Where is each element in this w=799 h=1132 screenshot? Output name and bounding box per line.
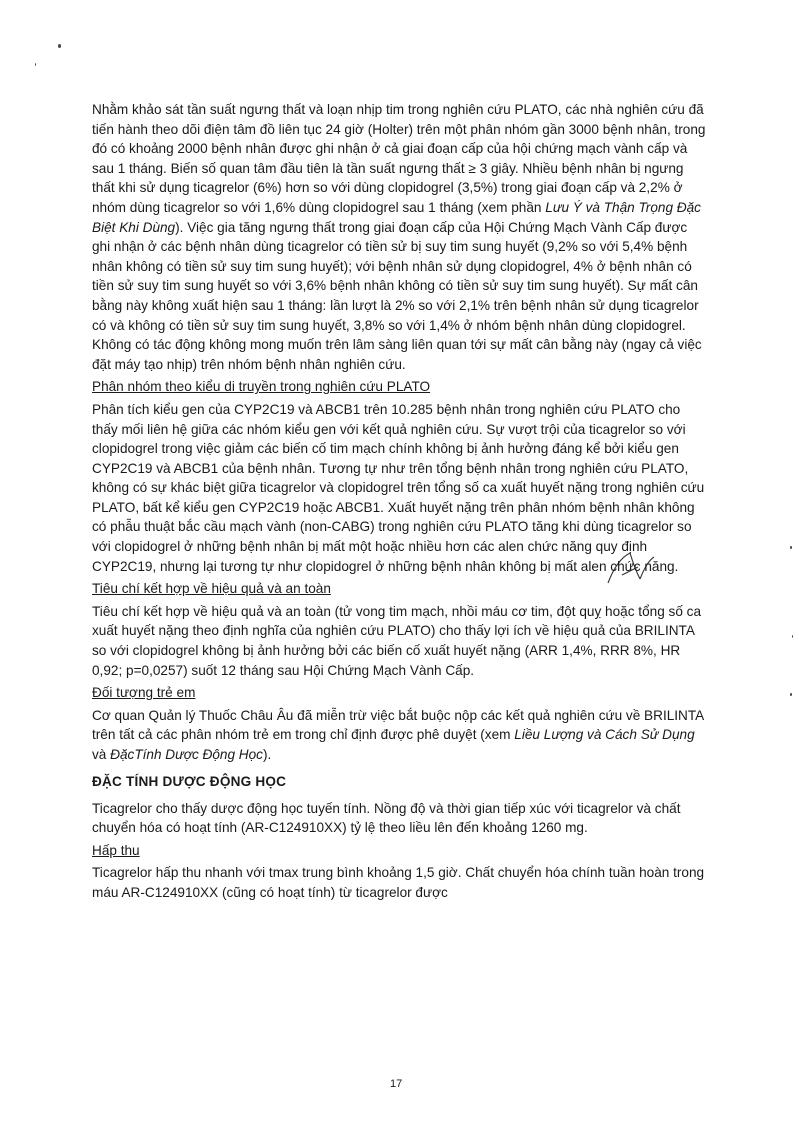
section-heading-genetic: Phân nhóm theo kiểu di truyền trong nghiên cứu PLATO	[92, 379, 431, 395]
scan-speck	[35, 63, 36, 66]
paragraph-genetic: Phân tích kiểu gen của CYP2C19 và ABCB1 trên 10.285 bệnh nhân trong nghiên cứu PLATO cho thấy mối liên hệ giữa các nhóm kiểu gen với kết quả nghiên cứu. Sự vượt trội của ticagrelor so với clopidogrel trong việc giảm các biến cố tim mạch chính không bị ảnh hưởng đáng kể bởi kiểu gen CYP2C19 và ABCB1 của bệnh nhân. Tương tự như trên tổng bệnh nhân trong nghiên cứu PLATO, không có sự khác biệt giữa ticagrelor và clopidogrel trên tổng số ca xuất huyết nặng trong nghiên cứu PLATO, bất kể kiểu gen CYP2C19 hoặc ABCB1. Xuất huyết nặng trên phân nhóm bệnh nhân không có phẫu thuật bắc cầu mạch vành (non-CABG) trong nghiên cứu PLATO tăng khi dùng ticagrelor so với clopidogrel ở những bệnh nhân bị mất một hoặc nhiều hơn các alen chức năng quy định CYP2C19, nhưng lại tương tự như clopidogrel ở những bệnh nhân không bị mất alen chức năng.	[92, 401, 705, 574]
paragraph-pediatric	[92, 706, 707, 765]
paragraph-text: ). Việc gia tăng ngưng thất trong giai đoạn cấp của Hội Chứng Mạch Vành Cấp được ghi nhận ở các bệnh nhân dùng ticagrelor có tiền sử bị suy tim sung huyết (9,2% so với 5,4% bệnh nhân không có tiền sử suy tim sung huyết); với bệnh nhân sử dụng clopidogrel, 4% ở bệnh nhân có tiền sử suy tim sung huyết so với 3,6% bệnh nhân không có tiền sử suy tim sung huyết). Sự mất cân bằng này không xuất hiện sau 1 tháng: lần lượt là 2% so với 2,1% trên bệnh nhân sử dụng ticagrelor có và không có tiền sử suy tim sung huyết, 3,8% so với 1,4% ở nhóm bệnh nhân dùng clopidogrel. Không có tác động không mong muốn trên lâm sàng liên quan tới sự mất cân bằng này (ngay cả việc đặt máy tạo nhịp) trên nhóm bệnh nhân nghiên cứu.	[92, 219, 702, 372]
page-number: 17	[390, 1078, 403, 1090]
paragraph-absorption: Ticagrelor hấp thu nhanh với tmax trung bình khoảng 1,5 giờ. Chất chuyển hóa chính tuần hoàn trong máu AR-C124910XX (cũng có hoạt tính) từ ticagrelor được	[92, 865, 705, 900]
cross-reference-italic: Liều Lượng và Cách Sử Dụng	[514, 727, 695, 743]
cross-reference-italic: ĐặcTính Dược Động Học	[110, 747, 263, 762]
section-heading-pediatric: Đối tượng trẻ em	[92, 685, 196, 701]
cross-reference-italic: Lưu Ý và Thận Trọng Đặc Biệt Khi Dùng	[92, 199, 701, 235]
scan-speck	[792, 635, 793, 638]
paragraph-text: Cơ quan Quản lý Thuốc Châu Âu đã miễn trừ việc bắt buộc nộp các kết quả nghiên cứu về BRILINTA trên tất cả các phân nhóm trẻ em trong chỉ định được phê duyệt (xem	[92, 707, 704, 743]
paragraph-text: Nhằm khảo sát tần suất ngưng thất và loạn nhịp tim trong nghiên cứu PLATO, các nhà nghiên cứu đã tiến hành theo dõi điện tâm đồ liên tục 24 giờ (Holter) trên một phân nhóm gần 3000 bệnh nhân, trong đó có khoảng 2000 bệnh nhân được ghi nhận ở cả giai đoạn cấp của hội chứng mạch vành cấp và sau 1 tháng. Biến số quan tâm đầu tiên là tần suất ngưng thất ≥ 3 giây. Nhiều bệnh nhân bị ngưng thất khi sử dụng ticagrelor (6%) hơn so với dùng clopidogrel (3,5%) trong giai đoạn cấp và 2,2% ở nhóm dùng ticagrelor so với 1,6% dùng clopidogrel sau 1 tháng (xem phần	[92, 102, 706, 215]
paragraph-ventricular-pause	[92, 100, 707, 374]
section-heading-composite: Tiêu chí kết hợp về hiệu quả và an toàn	[92, 581, 331, 597]
scan-speck	[790, 546, 792, 549]
paragraph-text: ).	[262, 747, 272, 762]
section-heading-absorption: Hấp thu	[92, 842, 140, 858]
paragraph-composite: Tiêu chí kết hợp về hiệu quả và an toàn (tử vong tim mạch, nhồi máu cơ tim, đột quỵ hoặc tổng số ca xuất huyết nặng theo định nghĩa của nghiên cứu PLATO) cho thấy lợi ích về hiệu quả của BRILINTA so với clopidogrel không bị ảnh hưởng bởi các biến cố xuất huyết nặng (ARR 1,4%, RRR 8%, HR 0,92; p=0,0257) suốt 12 tháng sau Hội Chứng Mạch Vành Cấp.	[92, 603, 702, 678]
document-body	[92, 100, 707, 903]
paragraph-pharmacokinetics: Ticagrelor cho thấy dược động học tuyến tính. Nồng độ và thời gian tiếp xúc với ticagrelor và chất chuyển hóa có hoạt tính (AR-C124910XX) tỷ lệ theo liều lên đến khoảng 1260 mg.	[92, 800, 681, 836]
paragraph-text: và	[92, 747, 111, 762]
section-heading-pharmacokinetics: ĐẶC TÍNH DƯỢC ĐỘNG HỌC	[92, 773, 287, 789]
scan-speck	[58, 44, 61, 48]
scan-speck	[790, 693, 792, 696]
